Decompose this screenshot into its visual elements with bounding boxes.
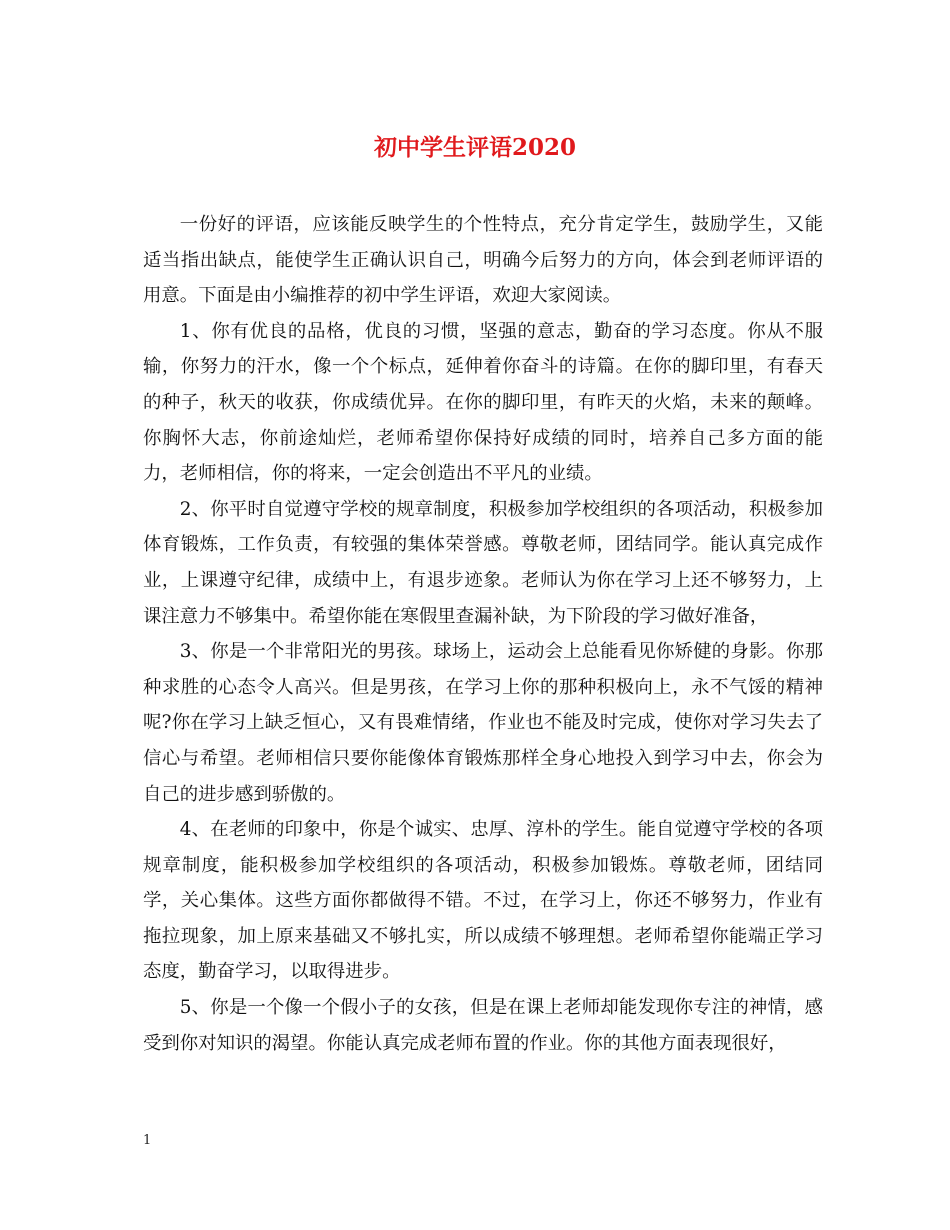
document-title: 初中学生评语2020 [373, 134, 576, 161]
comment-paragraph-2: 2、你平时自觉遵守学校的规章制度，积极参加学校组织的各项活动，积极参加体育锻炼，工作负责，有较强的集体荣誉感。尊敬老师，团结同学。能认真完成作业，上课遵守纪律，成绩中上，有退步迹象。老师认为你在学习上还不够努力，上课注意力不够集中。希望你能在寒假里查漏补缺，为下阶段的学习做好准备， [143, 498, 823, 627]
comment-paragraph-4: 4、在老师的印象中，你是个诚实、忠厚、淳朴的学生。能自觉遵守学校的各项规章制度，能积极参加学校组织的各项活动，积极参加锻炼。尊敬老师，团结同学，关心集体。这些方面你都做得不错。不过，在学习上，你还不够努力，作业有拖拉现象，加上原来基础又不够扎实，所以成绩不够理想。老师希望你能端正学习态度，勤奋学习，以取得进步。 [143, 819, 823, 983]
comment-paragraph-5: 5、你是一个像一个假小子的女孩，但是在课上老师却能发现你专注的神情，感受到你对知识的渴望。你能认真完成老师布置的作业。你的其他方面表现很好， [143, 997, 823, 1054]
comment-paragraph-3: 3、你是一个非常阳光的男孩。球场上，运动会上总能看见你矫健的身影。你那种求胜的心态令人高兴。但是男孩，在学习上你的那种积极向上，永不气馁的精神呢?你在学习上缺乏恒心，又有畏难情绪，作业也不能及时完成，使你对学习失去了信心与希望。老师相信只要你能像体育锻炼那样全身心地投入到学习中去，你会为自己的进步感到骄傲的。 [143, 641, 823, 805]
comment-paragraph-1: 1、你有优良的品格，优良的习惯，坚强的意志，勤奋的学习态度。你从不服输，你努力的汗水，像一个个标点，延伸着你奋斗的诗篇。在你的脚印里，有春天的种子，秋天的收获，你成绩优异。在你的脚印里，有昨天的火焰，未来的颠峰。你胸怀大志，你前途灿烂，老师希望你保持好成绩的同时，培养自己多方面的能力，老师相信，你的将来，一定会创造出不平凡的业绩。 [143, 320, 823, 485]
document-body [143, 207, 823, 1061]
intro-paragraph: 一份好的评语，应该能反映学生的个性特点，充分肯定学生，鼓励学生，又能适当指出缺点，能使学生正确认识自己，明确今后努力的方向，体会到老师评语的用意。下面是由小编推荐的初中学生评语，欢迎大家阅读。 [143, 214, 823, 307]
page-number: 1 [143, 1133, 152, 1148]
